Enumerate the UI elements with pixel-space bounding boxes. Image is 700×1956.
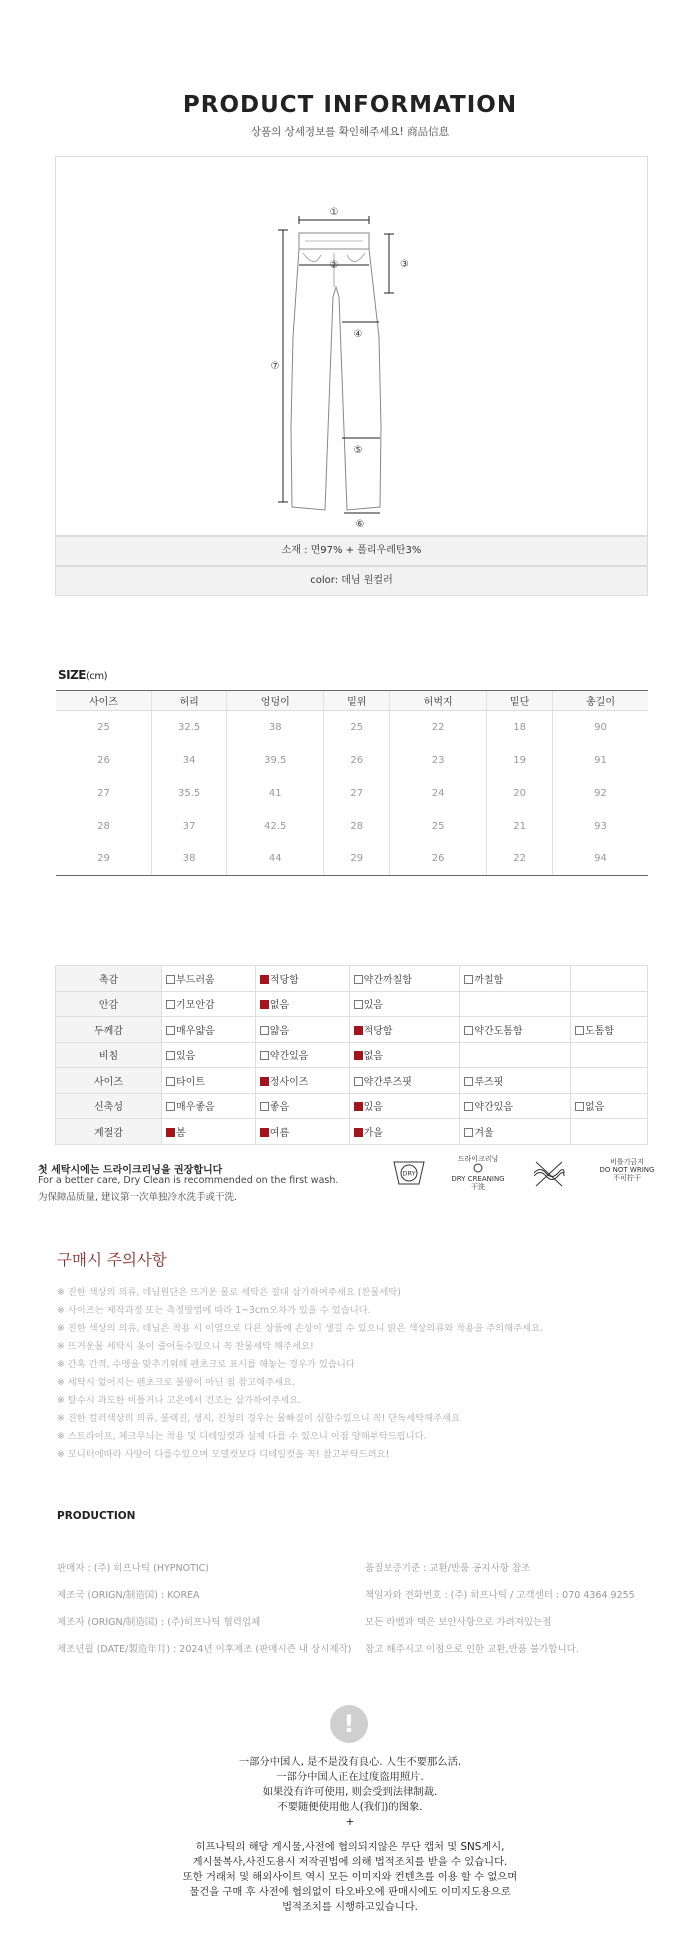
notice-list (57, 1284, 657, 1464)
feel-option-label: 약간있음 (269, 1051, 309, 1063)
size-col-header: 사이즈 (56, 691, 151, 711)
page-subtitle: 상품의 상세정보를 확인해주세요! 商品信息 (250, 126, 450, 138)
feel-option-cell (460, 991, 571, 1017)
feel-row (56, 1017, 648, 1043)
size-cell: 35.5 (151, 777, 226, 810)
notice-item: ※ 진한 색상의 의류, 데님은 착용 시 이염으로 다른 상품에 손상이 생길 수 있으니 밝은 색상의류와 착용을 주의해주세요. (57, 1323, 544, 1334)
feel-option-cell (162, 1093, 256, 1119)
size-cell: 26 (324, 744, 390, 777)
size-cell: 38 (227, 711, 324, 744)
copyright-cn-line: 一部分中国人正在过度盗用照片. (276, 1771, 424, 1783)
svg-text:DRY: DRY (402, 1169, 416, 1178)
size-cell: 27 (324, 777, 390, 810)
feel-option-label: 타이트 (176, 1076, 205, 1088)
feel-option-label: 적당함 (269, 974, 299, 986)
feel-row-label: 촉감 (56, 966, 162, 992)
notice-item: ※ 간혹 간격, 수맹을 맞추기위해 펜초크로 표시를 해놓는 경우가 있습니다 (57, 1359, 355, 1370)
notice-item: ※ 진한 컬러색상의 의류, 블랙진, 생지, 진청의 경우는 물빠짐이 심할수있으니 꼭! 단독세탁해주세요 (57, 1413, 461, 1424)
size-col-header: 엉덩이 (227, 691, 324, 711)
feel-option-label: 있음 (363, 1102, 383, 1114)
size-heading-label: SIZE (58, 668, 87, 682)
size-cell: 37 (151, 810, 226, 843)
feel-option-cell (162, 991, 256, 1017)
marker-3: ③ (400, 259, 409, 270)
feel-option-label: 부드러움 (176, 974, 215, 986)
copyright-kr-line: 또한 거래처 및 해외사이트 역시 모든 이미지와 컨텐츠를 이용 할 수 없으며 (182, 1871, 518, 1883)
copyright-kr-line: 법적조치를 시행하고있습니다. (282, 1901, 418, 1913)
feel-option-label: 가을 (363, 1127, 383, 1139)
copyright-kr-line: 게시물복사,사진도용시 저작권법에 의해 법적조치를 받을 수 있습니다. (192, 1856, 508, 1868)
feel-option-cell (255, 966, 349, 992)
copyright-cn-line: 不要随便使用他人(我们)的图象. (277, 1801, 423, 1813)
feel-row (56, 1119, 648, 1145)
copyright-kr-line: 물건을 구매 후 사전에 협의없이 타오바오에 판매시에도 이미지도용으로 (189, 1886, 511, 1898)
feel-option-label: 없음 (363, 1051, 383, 1063)
checkbox-icon (260, 1051, 269, 1060)
size-cell: 25 (390, 810, 487, 843)
production-quality: 품질보증기준 : 교환/반품 공지사항 참조 (365, 1563, 531, 1574)
feel-option-label: 있음 (176, 1051, 196, 1063)
feel-option-label: 까칠함 (474, 974, 504, 986)
size-col-header: 밑위 (324, 691, 390, 711)
size-cell: 90 (552, 711, 648, 744)
dry-cleaning-caption: DRY CREANING 干洗 (451, 1175, 505, 1191)
feel-option-cell (255, 1068, 349, 1094)
feel-row (56, 1068, 648, 1094)
feel-option-label: 없음 (585, 1102, 605, 1114)
feel-option-label: 얇음 (269, 1025, 290, 1037)
feel-option-cell (571, 1042, 648, 1068)
size-cell: 28 (97, 820, 110, 832)
feel-row-label: 계절감 (56, 1119, 162, 1145)
feel-option-cell (571, 966, 648, 992)
feel-row-label: 사이즈 (56, 1068, 162, 1094)
marker-1: ① (329, 207, 339, 218)
notice-item: ※ 모니터에따라 사양이 다를수있으며 모델컷보다 디테일컷을 꼭! 참고부탁드려요! (57, 1449, 390, 1460)
size-cell: 28 (324, 810, 390, 843)
feel-option-cell (349, 1017, 460, 1043)
feel-option-cell (162, 1068, 256, 1094)
feel-option-cell (460, 1068, 571, 1094)
feel-option-label: 좋음 (269, 1102, 290, 1114)
feel-option-cell (349, 966, 460, 992)
size-cell: 41 (227, 777, 324, 810)
do-not-wring-caption: DO NOT WRING 不可拧干 (599, 1166, 655, 1182)
feel-option-cell (460, 966, 571, 992)
checkbox-icon (354, 1128, 363, 1137)
size-unit: (cm) (86, 671, 108, 682)
size-cell: 23 (390, 744, 487, 777)
size-table-header (56, 691, 648, 711)
size-cell: 27 (97, 787, 110, 799)
feel-option-label: 루즈핏 (474, 1076, 504, 1088)
feel-option-label: 기모안감 (176, 1000, 215, 1012)
size-cell: 18 (487, 711, 553, 744)
feel-option-cell (571, 991, 648, 1017)
care-english: For a better care, Dry Clean is recommended on the first wash. (38, 1175, 339, 1186)
feel-option-cell (460, 1119, 571, 1145)
size-cell: 32.5 (151, 711, 226, 744)
production-label-note: 모든 라벨과 택은 보안사항으로 가려져있는점 (365, 1617, 552, 1628)
feel-option-cell (349, 1093, 460, 1119)
checkbox-icon (354, 1026, 363, 1035)
feel-option-cell (460, 1093, 571, 1119)
feel-row (56, 991, 648, 1017)
feel-option-cell (349, 991, 460, 1017)
size-cell: 20 (487, 777, 553, 810)
size-cell: 91 (552, 744, 648, 777)
checkbox-icon (354, 1000, 363, 1009)
do-not-wring-label (595, 1158, 659, 1182)
size-cell: 25 (324, 711, 390, 744)
feel-option-label: 있음 (363, 1000, 383, 1012)
checkbox-icon (260, 1102, 269, 1111)
size-cell: 44 (227, 843, 324, 876)
feel-option-cell (162, 1017, 256, 1043)
feel-option-label: 겨울 (474, 1127, 494, 1139)
size-cell: 22 (390, 711, 487, 744)
feel-option-label: 약간있음 (474, 1102, 513, 1114)
checkbox-icon (464, 1102, 473, 1111)
checkbox-icon (464, 1077, 473, 1086)
marker-5: ⑤ (353, 445, 363, 456)
do-not-wring-title: 비틀기금지 (610, 1158, 644, 1166)
checkbox-icon (166, 1102, 175, 1111)
feel-option-cell (571, 1068, 648, 1094)
checkbox-icon (166, 1026, 175, 1035)
size-row (56, 711, 648, 744)
marker-2: ② (329, 260, 339, 271)
size-cell: 26 (390, 843, 487, 876)
checkbox-icon (354, 1051, 363, 1060)
size-cell: 34 (151, 744, 226, 777)
checkbox-icon (260, 1026, 269, 1035)
feel-row (56, 1093, 648, 1119)
feel-option-cell (255, 1093, 349, 1119)
checkbox-icon (354, 975, 363, 984)
checkbox-icon (354, 1102, 363, 1111)
color-row: color: 데님 원컬러 (55, 566, 648, 596)
size-col-header: 총길이 (552, 691, 648, 711)
feel-option-cell (162, 1042, 256, 1068)
feel-option-cell (162, 1119, 256, 1145)
feel-option-label: 여름 (269, 1127, 290, 1139)
care-chinese: 为保障品质量, 建议第一次单独冷水洗手或干洗. (38, 1192, 238, 1203)
feel-option-cell (571, 1119, 648, 1145)
feel-row-label: 안감 (56, 991, 162, 1017)
feel-option-label: 정사이즈 (269, 1076, 309, 1088)
size-cell: 38 (151, 843, 226, 876)
size-col-header: 허리 (151, 691, 226, 711)
production-date: 제조년월 (DATE/製造年月) : 2024년 이후제조 (판매시즌 내 상시제작) (57, 1644, 352, 1655)
notice-title: 구매시 주의사항 (57, 1251, 167, 1269)
notice-item: ※ 진한 색상의 의류, 데님원단은 뜨거운 물로 세탁은 절대 삼가하여주세요 (찬물세탁) (57, 1287, 401, 1298)
feel-row (56, 1042, 648, 1068)
size-cell: 93 (552, 810, 648, 843)
pants-illustration (56, 157, 649, 537)
feel-option-label: 적당함 (363, 1025, 393, 1037)
feel-option-cell (460, 1042, 571, 1068)
size-cell: 26 (97, 754, 110, 766)
size-cell: 29 (324, 843, 390, 876)
marker-6: ⑥ (355, 519, 365, 530)
copyright-chinese (0, 1755, 700, 1830)
copyright-plus: + (345, 1816, 355, 1828)
production-seller: 판매자 : (주) 히프나틱 (HYPNOTIC) (57, 1563, 210, 1574)
dry-cleaning-icon (450, 1155, 506, 1191)
production-country: 제조국 (ORIGN/制造国) : KOREA (57, 1590, 200, 1601)
checkbox-icon (464, 1128, 473, 1137)
dry-icon (392, 1158, 426, 1188)
size-row (56, 810, 648, 843)
size-row (56, 843, 648, 876)
feel-option-label: 약간도톰함 (474, 1025, 523, 1037)
feel-option-label: 없음 (269, 1000, 290, 1012)
size-cell: 25 (97, 721, 110, 733)
size-cell: 24 (390, 777, 487, 810)
feel-option-cell (349, 1068, 460, 1094)
size-col-header: 밑단 (487, 691, 553, 711)
no-wring-icon (530, 1158, 568, 1188)
pants-diagram (55, 156, 648, 536)
feel-option-label: 약간루즈핏 (363, 1076, 412, 1088)
checkbox-icon (260, 1000, 269, 1009)
notice-item: ※ 사이즈는 제작과정 또는 측정방법에 따라 1~3cm오차가 있을 수 있습니다. (57, 1305, 371, 1316)
production-maker: 제조자 (ORIGN/制造国) : (주)히프나틱 협력업체 (57, 1617, 261, 1628)
feel-option-label: 도톰함 (585, 1025, 615, 1037)
production-contact: 책임자와 전화번호 : (주) 히프나틱 / 고객센터 : 070 4364 9255 (365, 1590, 635, 1601)
checkbox-icon (354, 1077, 363, 1086)
size-cell: 39.5 (227, 744, 324, 777)
feel-option-cell (349, 1119, 460, 1145)
feel-option-cell (255, 1042, 349, 1068)
notice-item: ※ 스트라이프, 체크무늬는 착용 및 디테일컷과 실제 다를 수 있으니 이점 양해부탁드립니다. (57, 1431, 427, 1442)
marker-7: ⑦ (270, 361, 280, 372)
size-row (56, 744, 648, 777)
feel-option-label: 약간까칠함 (363, 974, 412, 986)
checkbox-icon (260, 1128, 269, 1137)
feel-row-label: 신축성 (56, 1093, 162, 1119)
production-return-note: 참고 해주시고 이점으로 인한 교환,반품 불가합니다. (365, 1644, 579, 1655)
size-cell: 22 (487, 843, 553, 876)
feel-option-label: 매우좋음 (176, 1102, 215, 1114)
copyright-cn-line: 一部分中国人, 是不是没有良心. 人生不要那么活. (238, 1756, 462, 1768)
checkbox-icon (166, 1077, 175, 1086)
size-heading (58, 668, 107, 682)
notice-item: ※ 세탁시 없어지는 펜초크로 불량이 아닌 점 참고해주세요. (57, 1377, 295, 1388)
checkbox-icon (166, 975, 175, 984)
checkbox-icon (464, 1026, 473, 1035)
feel-option-cell (349, 1042, 460, 1068)
marker-4: ④ (353, 329, 363, 340)
checkbox-icon (166, 1128, 175, 1137)
size-row (56, 777, 648, 810)
notice-item: ※ 뜨거운물 세탁시 옷이 줄어들수있으니 꼭 찬물세탁 해주세요! (57, 1341, 314, 1352)
checkbox-icon (166, 1051, 175, 1060)
copyright-cn-line: 如果没有许可使用, 则会受到法律制裁. (262, 1786, 438, 1798)
material-row: 소재 : 면97% + 폴리우레탄3% (55, 536, 648, 566)
feel-option-cell (460, 1017, 571, 1043)
checkbox-icon (464, 975, 473, 984)
notice-item: ※ 탈수시 과도한 비틀거나 고온에서 건조는 삼가하여주세요. (57, 1395, 302, 1406)
feel-option-cell (255, 1017, 349, 1043)
feel-option-label: 봄 (176, 1127, 186, 1139)
dry-cleaning-label: 드라이크리닝 (457, 1155, 499, 1163)
size-table (56, 690, 648, 876)
warning-icon: ! (330, 1705, 368, 1743)
checkbox-icon (260, 1077, 269, 1086)
fabric-feel-table (55, 965, 648, 1145)
size-cell: 21 (487, 810, 553, 843)
checkbox-icon (575, 1026, 584, 1035)
feel-option-cell (162, 966, 256, 992)
feel-row-label: 비침 (56, 1042, 162, 1068)
checkbox-icon (575, 1102, 584, 1111)
checkbox-icon (166, 1000, 175, 1009)
production-title: PRODUCTION (57, 1510, 136, 1522)
feel-option-cell (571, 1093, 648, 1119)
copyright-korean (0, 1840, 700, 1915)
size-cell: 29 (56, 843, 151, 876)
feel-option-cell (255, 991, 349, 1017)
size-cell: 42.5 (227, 810, 324, 843)
size-cell: 19 (487, 744, 553, 777)
care-title: 첫 세탁시에는 드라이크리닝을 권장합니다 (38, 1165, 223, 1176)
feel-option-cell (571, 1017, 648, 1043)
checkbox-icon (260, 975, 269, 984)
feel-row (56, 966, 648, 992)
size-cell: 94 (552, 843, 648, 876)
size-cell: 92 (552, 777, 648, 810)
feel-option-label: 매우얇음 (176, 1025, 215, 1037)
copyright-kr-line: 히프나틱의 해당 게시물,사전에 협의되지않은 무단 캡처 및 SNS게시, (195, 1841, 505, 1853)
size-col-header: 허벅지 (390, 691, 487, 711)
feel-row-label: 두께감 (56, 1017, 162, 1043)
feel-option-cell (255, 1119, 349, 1145)
page-title: PRODUCT INFORMATION (182, 92, 518, 118)
